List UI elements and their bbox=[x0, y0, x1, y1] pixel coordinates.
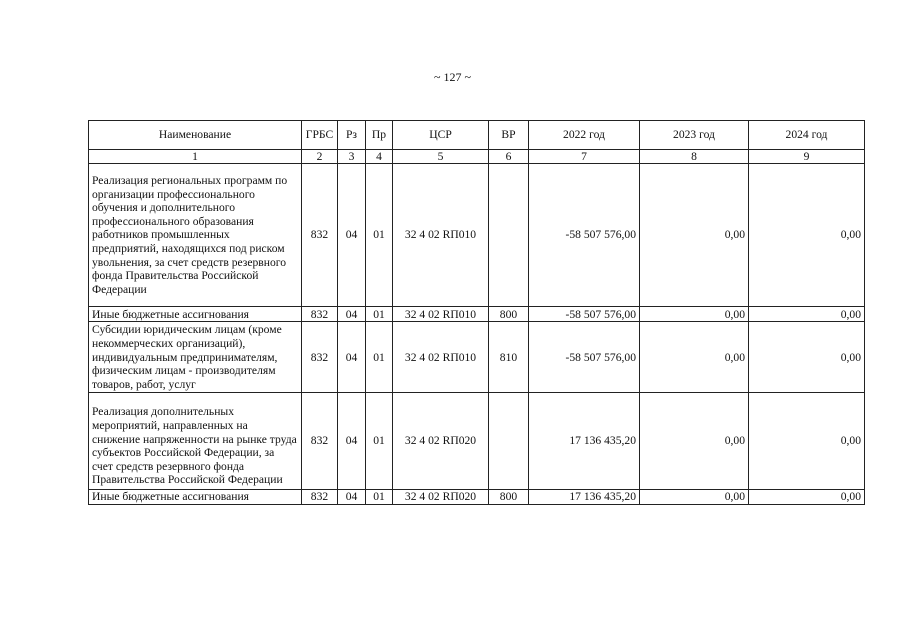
header-2024: 2024 год bbox=[749, 121, 865, 150]
column-number-row bbox=[89, 150, 865, 164]
row-vr: 810 bbox=[489, 322, 529, 393]
row-vr: 800 bbox=[489, 307, 529, 322]
row-grbs: 832 bbox=[302, 322, 338, 393]
header-grbs: ГРБС bbox=[302, 121, 338, 150]
row-2024: 0,00 bbox=[749, 307, 865, 322]
row-name: Реализация дополнительных мероприятий, направленных на снижение напряженности на рынке труда субъектов Российской Федерации, за счет средств резервного фонда Правительства Российской Федерации bbox=[89, 393, 302, 490]
row-pr: 01 bbox=[366, 164, 393, 307]
row-2023: 0,00 bbox=[640, 489, 749, 504]
row-name: Субсидии юридическим лицам (кроме некоммерческих организаций), индивидуальным предпринимателям, физическим лицам - производителям товаров, работ, услуг bbox=[89, 322, 302, 393]
row-rz: 04 bbox=[338, 489, 366, 504]
row-2022: 17 136 435,20 bbox=[529, 393, 640, 490]
row-name: Иные бюджетные ассигнования bbox=[89, 307, 302, 322]
row-rz: 04 bbox=[338, 393, 366, 490]
row-csr: 32 4 02 RП010 bbox=[393, 322, 489, 393]
header-2023: 2023 год bbox=[640, 121, 749, 150]
row-grbs: 832 bbox=[302, 489, 338, 504]
row-2022: 17 136 435,20 bbox=[529, 489, 640, 504]
row-2023: 0,00 bbox=[640, 164, 749, 307]
header-name: Наименование bbox=[89, 121, 302, 150]
row-2024: 0,00 bbox=[749, 322, 865, 393]
page-number: ~ 127 ~ bbox=[434, 70, 471, 84]
column-number: 4 bbox=[366, 150, 393, 164]
row-pr: 01 bbox=[366, 307, 393, 322]
row-pr: 01 bbox=[366, 393, 393, 490]
row-name: Иные бюджетные ассигнования bbox=[89, 489, 302, 504]
row-2023: 0,00 bbox=[640, 393, 749, 490]
table-row bbox=[89, 307, 865, 322]
column-number: 7 bbox=[529, 150, 640, 164]
column-number: 9 bbox=[749, 150, 865, 164]
row-pr: 01 bbox=[366, 489, 393, 504]
row-2024: 0,00 bbox=[749, 393, 865, 490]
row-2022: -58 507 576,00 bbox=[529, 322, 640, 393]
row-2023: 0,00 bbox=[640, 322, 749, 393]
header-pr: Пр bbox=[366, 121, 393, 150]
column-number: 6 bbox=[489, 150, 529, 164]
row-vr bbox=[489, 164, 529, 307]
row-2023: 0,00 bbox=[640, 307, 749, 322]
column-number: 8 bbox=[640, 150, 749, 164]
budget-table bbox=[88, 120, 865, 505]
row-csr: 32 4 02 RП020 bbox=[393, 489, 489, 504]
row-rz: 04 bbox=[338, 307, 366, 322]
row-grbs: 832 bbox=[302, 393, 338, 490]
row-2024: 0,00 bbox=[749, 489, 865, 504]
column-number: 3 bbox=[338, 150, 366, 164]
column-number: 2 bbox=[302, 150, 338, 164]
row-csr: 32 4 02 RП020 bbox=[393, 393, 489, 490]
column-number: 5 bbox=[393, 150, 489, 164]
row-grbs: 832 bbox=[302, 164, 338, 307]
row-pr: 01 bbox=[366, 322, 393, 393]
row-name: Реализация региональных программ по организации профессионального обучения и дополнительного профессионального образования работников промышленных предприятий, находящихся под риском увольнения, за счет средств резервного фонда Правительства Российской Федерации bbox=[89, 164, 302, 307]
header-csr: ЦСР bbox=[393, 121, 489, 150]
header-vr: ВР bbox=[489, 121, 529, 150]
row-csr: 32 4 02 RП010 bbox=[393, 307, 489, 322]
table-row bbox=[89, 164, 865, 307]
row-2022: -58 507 576,00 bbox=[529, 307, 640, 322]
table-row bbox=[89, 393, 865, 490]
table-row bbox=[89, 322, 865, 393]
column-number: 1 bbox=[89, 150, 302, 164]
row-2022: -58 507 576,00 bbox=[529, 164, 640, 307]
header-2022: 2022 год bbox=[529, 121, 640, 150]
row-rz: 04 bbox=[338, 322, 366, 393]
row-2024: 0,00 bbox=[749, 164, 865, 307]
row-grbs: 832 bbox=[302, 307, 338, 322]
header-row bbox=[89, 121, 865, 150]
row-vr bbox=[489, 393, 529, 490]
row-rz: 04 bbox=[338, 164, 366, 307]
row-csr: 32 4 02 RП010 bbox=[393, 164, 489, 307]
table-row bbox=[89, 489, 865, 504]
header-rz: Рз bbox=[338, 121, 366, 150]
row-vr: 800 bbox=[489, 489, 529, 504]
